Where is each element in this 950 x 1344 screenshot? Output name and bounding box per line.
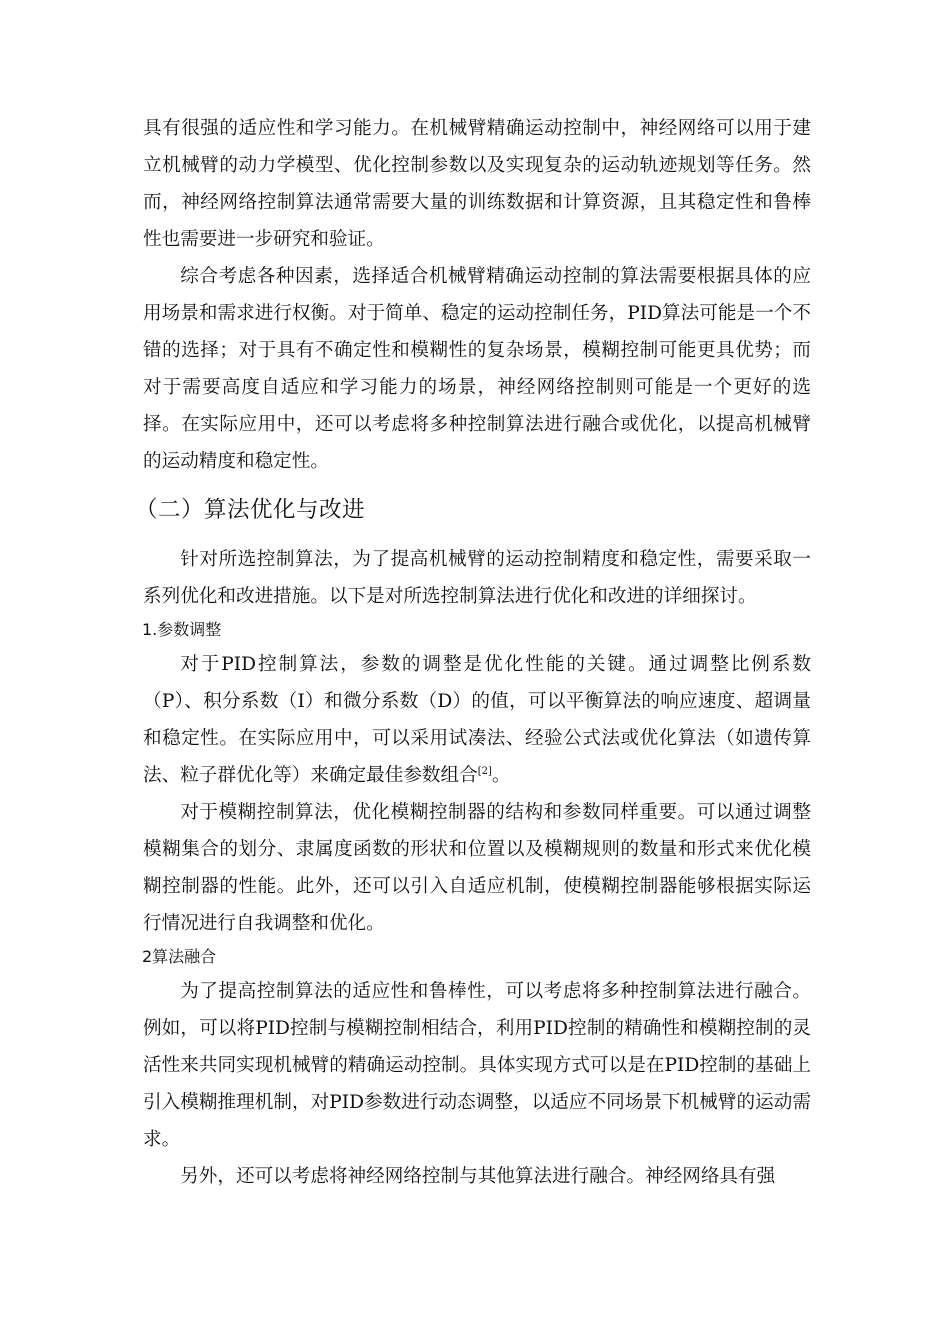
citation-ref: [2] [477,765,492,777]
paragraph-continued: 具有很强的适应性和学习能力。在机械臂精确运动控制中，神经网络可以用于建立机械臂的动力学模型、优化控制参数以及实现复杂的运动轨迹规划等任务。然而，神经网络控制算法通常需要大量的训练数据和计算资源，且其稳定性和鲁棒性也需要进一步研究和验证。 [143,118,811,250]
paragraph-summary: 综合考虑各种因素，选择适合机械臂精确运动控制的算法需要根据具体的应用场景和需求进行权衡。对于简单、稳定的运动控制任务，PID算法可能是一个不错的选择；对于具有不确定性和模糊性的复杂场景，模糊控制可能更具优势；而对于需要高度自适应和学习能力的场景，神经网络控制则可能是一个更好的选择。在实际应用中，还可以考虑将多种控制算法进行融合或优化，以提高机械臂的运动精度和稳定性。 [143,266,811,472]
paragraph-fuzzy-tuning: 对于模糊控制算法，优化模糊控制器的结构和参数同样重要。可以通过调整模糊集合的划分、隶属度函数的形状和位置以及模糊规则的数量和形式来优化模糊控制器的性能。此外，还可以引入自适应机制，使模糊控制器能够根据实际运行情况进行自我调整和优化。 [143,802,811,934]
paragraph-neural-fusion: 另外，还可以考虑将神经网络控制与其他算法进行融合。神经网络具有强 [180,1166,776,1187]
paragraph-pid-tuning-end: 。 [491,765,511,786]
section-intro-paragraph: 针对所选控制算法，为了提高机械臂的运动控制精度和稳定性，需要采取一系列优化和改进措施。以下是对所选控制算法进行优化和改进的详细探讨。 [143,549,811,607]
page-content [135,110,811,1195]
paragraph-pid-tuning-text: 对于PID控制算法，参数的调整是优化性能的关键。通过调整比例系数（P）、积分系数（I）和微分系数（D）的值，可以平衡算法的响应速度、超调量和稳定性。在实际应用中，可以采用试凑法、经验公式法或优化算法（如遗传算法、粒子群优化等）来确定最佳参数组合 [143,654,811,786]
subheading-algorithm-fusion: 2算法融合 [142,947,217,966]
paragraph-pid-tuning [143,646,811,794]
subheading-parameter-tuning: 1.参数调整 [142,620,222,639]
section-heading: （二）算法优化与改进 [135,497,366,523]
paragraph-pid-fuzzy-fusion: 为了提高控制算法的适应性和鲁棒性，可以考虑将多种控制算法进行融合。例如，可以将PID控制与模糊控制相结合，利用PID控制的精确性和模糊控制的灵活性来共同实现机械臂的精确运动控制。具体实现方式可以是在PID控制的基础上引入模糊推理机制，对PID参数进行动态调整，以适应不同场景下机械臂的运动需求。 [143,981,811,1150]
